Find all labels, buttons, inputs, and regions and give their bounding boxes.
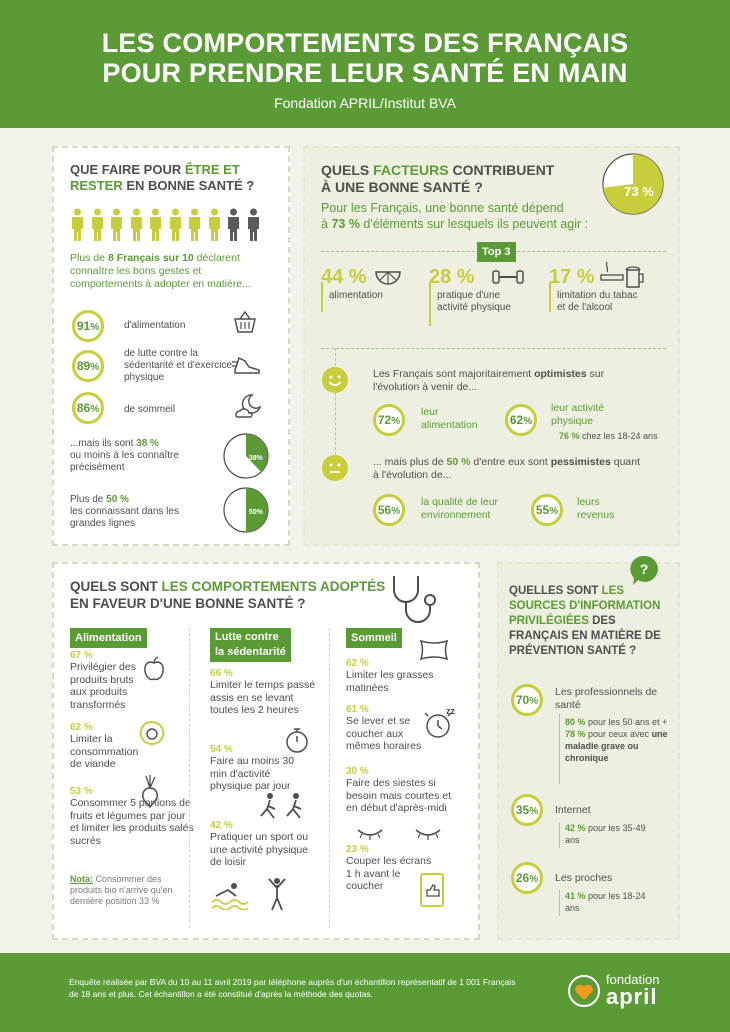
note-part: 80 % — [565, 717, 586, 727]
note-part: Nota: — [70, 874, 93, 884]
lead-part: d'éléments sur lesquels ils peuvent agir : — [359, 217, 589, 231]
note-part: 76 % — [559, 431, 580, 441]
panel-behaviours — [52, 562, 480, 940]
heading-part: QUELS SONT — [70, 579, 162, 594]
person-icon — [207, 208, 222, 242]
sedentary-items — [210, 668, 320, 717]
food-items — [70, 722, 190, 771]
caption-part: ...mais ils sont — [70, 438, 137, 449]
person-icon — [90, 208, 105, 242]
pct-circle-sleep: 86% — [72, 392, 104, 424]
note-part: pour les 35-49 ans — [565, 823, 646, 845]
smiley-happy-icon — [321, 366, 349, 394]
item-label: d'alimentation — [124, 320, 186, 331]
pes-part: d'entre eux sont — [470, 456, 551, 468]
behaviour-pct: 62 % — [70, 722, 93, 733]
note-part: pour ceux avec — [585, 729, 652, 739]
lead-text — [321, 200, 611, 232]
footer — [0, 953, 730, 1032]
intro-part: Plus de — [70, 252, 108, 264]
person-icon — [70, 208, 85, 242]
sedentary-items — [210, 744, 300, 793]
source-label: Les professionnels de santé — [555, 686, 658, 711]
pie-label: 50% — [248, 509, 263, 516]
note-part: 41 % — [565, 891, 586, 901]
pct-circle: 26% — [511, 862, 543, 894]
pct-value: 26 — [515, 871, 530, 885]
behaviour-pct: 61 % — [346, 704, 369, 715]
moon-cloud-icon — [232, 392, 262, 420]
note-part: 78 % — [565, 729, 586, 739]
panel-information-sources — [497, 562, 680, 940]
heading-part: FACTEURS — [373, 162, 449, 178]
panel-4-heading — [509, 584, 669, 659]
question-mark: ? — [639, 561, 649, 577]
caption-part: Plus de — [70, 494, 107, 505]
behaviour-text: Faire au moins 30 min d'activité physique par jour — [210, 755, 295, 792]
header — [0, 0, 730, 128]
egg-icon — [136, 718, 166, 748]
opt-part: sur l'évolution à venir de... — [373, 368, 605, 393]
caption-part: 38 % — [136, 438, 159, 449]
note-part: une maladie grave ou chronique — [565, 729, 668, 763]
pct-circle: 72% — [373, 404, 405, 436]
cigarette-beer-icon — [599, 260, 647, 290]
alarm-clock-icon — [420, 704, 460, 744]
person-icon — [168, 208, 183, 242]
pes-part: 50 % — [446, 456, 471, 468]
behaviour-text: Limiter la consommation de viande — [70, 733, 139, 770]
behaviour-pct: 62 % — [346, 658, 369, 669]
category-tag-food: Alimentation — [70, 628, 147, 648]
person-icon — [109, 208, 124, 242]
apple-icon — [142, 656, 166, 682]
closed-eyes-icon — [354, 826, 444, 842]
pie-2-caption — [70, 494, 210, 530]
pct-value: 91 — [76, 319, 91, 333]
swimmer-icon — [210, 880, 250, 910]
item-label: de lutte contre la sédentarité et d'exercice physique — [124, 348, 233, 383]
behaviour-text: Se lever et se coucher aux mêmes horaires — [346, 715, 422, 752]
intro-part: déclarent connaître les bons gestes et comportements à adopter en matière... — [70, 252, 251, 290]
behaviour-text: Limiter les grasses matinées — [346, 669, 434, 694]
note-part: 42 % — [565, 823, 586, 833]
category-tag-sedentary — [210, 628, 291, 662]
intro-part: 8 Français sur 10 — [107, 252, 194, 264]
heading-part: EN BONNE SANTÉ ? — [122, 178, 255, 193]
opt-note — [559, 430, 669, 442]
lead-part: à — [321, 217, 332, 231]
panel-2-heading — [321, 162, 581, 196]
heading-part: LES COMPORTEMENTS ADOPTÉS — [161, 579, 386, 594]
behaviour-pct: 54 % — [210, 744, 233, 755]
people-pictogram — [70, 208, 270, 244]
opt-part: optimistes — [534, 368, 587, 380]
accent-bar — [321, 282, 323, 312]
fact-label: alimentation — [329, 290, 383, 301]
item-label: de sommeil — [124, 404, 176, 415]
sedentary-items — [210, 820, 320, 869]
pct-value: 35 — [515, 803, 530, 817]
heading-part: À UNE BONNE SANTÉ ? — [321, 179, 483, 195]
pct-circle: 35% — [511, 794, 543, 826]
accent-bar — [559, 822, 560, 848]
svg-text:zz: zz — [446, 706, 455, 716]
accent-bar — [429, 282, 431, 326]
pct-circle: 70% — [511, 684, 543, 716]
behaviour-text: Limiter le temps passé assis en se levant toutes les 2 heures — [210, 679, 316, 716]
subtitle: Fondation APRIL/Institut BVA — [274, 95, 456, 111]
question-bubble-icon — [629, 554, 659, 588]
gymnast-icon — [262, 876, 292, 912]
april-heart-logo-icon — [566, 973, 602, 1009]
stethoscope-icon — [386, 572, 446, 628]
source-note — [565, 822, 655, 846]
item-label: leurs revenus — [577, 496, 615, 521]
pct-value: 89 — [76, 359, 91, 373]
panel-1-heading — [70, 162, 280, 194]
survey-note: Enquête réalisée par BVA du 10 au 11 avril 2019 par téléphone auprès d'un échantillon représentatif de 1 001 Français de 18 ans et plus. Cet échantillon a été constitué d'après la méthode des quotas. — [69, 977, 516, 999]
heading-part: CONTRIBUENT — [448, 162, 555, 178]
pes-part: pessimistes — [550, 456, 611, 468]
behaviour-pct: 30 % — [346, 766, 369, 777]
pes-part: quant à l'évolution de... — [373, 456, 641, 481]
behaviour-pct: 67 % — [70, 650, 93, 661]
pessimist-text — [373, 456, 643, 482]
pct-circle: 56% — [373, 494, 405, 526]
pct-value: 70 — [515, 693, 530, 707]
heading-part: RESTER — [70, 178, 123, 193]
heading-part: QUE FAIRE POUR — [70, 162, 185, 177]
tablet-like-icon — [418, 872, 446, 910]
citrus-icon — [373, 262, 403, 288]
pct-circle: 62% — [505, 404, 537, 436]
item-label: leur alimentation — [421, 406, 478, 431]
heading-part: ÊTRE ET — [184, 162, 240, 177]
heading-part: EN FAVEUR D'UNE BONNE SANTÉ ? — [70, 596, 306, 611]
pct-circle: 55% — [531, 494, 563, 526]
sneaker-icon — [232, 352, 262, 376]
lead-part: Pour les Français, une bonne santé dépend — [321, 201, 564, 215]
source-note — [565, 890, 655, 914]
behaviour-pct: 53 % — [70, 786, 93, 797]
logo-word-april: april — [606, 984, 658, 1009]
pie-label: 73 % — [624, 184, 654, 199]
accent-bar — [549, 282, 551, 312]
category-tag-sleep: Sommeil — [346, 628, 402, 648]
title-line-2: POUR PRENDRE LEUR SANTÉ EN MAIN — [102, 58, 628, 88]
note-part: pour les 18-24 ans — [565, 891, 646, 913]
accent-bar — [559, 714, 560, 784]
panel-3-heading — [70, 578, 390, 612]
sleep-items — [346, 766, 456, 815]
note-part: chez les 18-24 ans — [579, 431, 658, 441]
behaviour-text: Privilégier des produits bruts aux produits transformés — [70, 661, 136, 711]
item-label: la qualité de leur environnement — [421, 496, 499, 521]
sleep-items — [346, 658, 456, 694]
fact-pct: 44 % — [321, 266, 367, 288]
item-label: leur activité physique — [551, 402, 605, 427]
smiley-neutral-icon — [321, 454, 349, 482]
food-items — [70, 786, 194, 847]
person-icon — [129, 208, 144, 242]
pie-1-caption — [70, 438, 210, 474]
dumbbell-icon — [491, 266, 525, 288]
pie-38 — [222, 432, 270, 480]
source-label: Les proches — [555, 872, 613, 884]
fact-label: limitation du tabac et de l'alcool — [557, 290, 638, 313]
person-icon — [226, 208, 241, 242]
food-items — [70, 650, 190, 711]
caption-part: 50 % — [106, 494, 129, 505]
panel-factors — [303, 146, 680, 546]
pes-part: ... mais plus de — [373, 456, 447, 468]
heading-part: DES FRANÇAIS EN MATIÈRE DE PRÉVENTION SANTÉ ? — [509, 615, 661, 657]
caption-part: les connaissant dans les grandes lignes — [70, 506, 179, 529]
pct-value: 55 — [535, 503, 550, 517]
tag-line: Lutte contre — [215, 631, 279, 643]
heading-part: QUELS — [321, 162, 374, 178]
pct-value: 86 — [76, 401, 91, 415]
behaviour-pct: 66 % — [210, 668, 233, 679]
title-line-1: LES COMPORTEMENTS DES FRANÇAIS — [101, 28, 629, 58]
logo-word-fondation: fondation — [606, 972, 660, 987]
fact-label: pratique d'une activité physique — [437, 290, 511, 313]
divider — [321, 348, 666, 349]
opt-part: Les Français sont majoritairement — [373, 368, 535, 380]
source-note — [565, 716, 675, 764]
fact-pct: 28 % — [429, 266, 475, 288]
accent-bar — [559, 890, 560, 916]
pct-circle-food: 91% — [72, 310, 104, 342]
behaviour-pct: 42 % — [210, 820, 233, 831]
runners-icon — [258, 792, 312, 822]
pct-value: 56 — [377, 503, 392, 517]
pct-value: 62 — [509, 413, 524, 427]
heading-part: QUELLES SONT — [509, 585, 602, 597]
behaviour-pct: 23 % — [346, 844, 369, 855]
top3-badge: Top 3 — [477, 242, 516, 262]
note-part: pour les 50 ans et + — [585, 717, 668, 727]
heading-part: LES SOURCES D'INFORMATION PRIVILÉGIÉES — [509, 585, 661, 627]
behaviour-text: Faire des siestes si besoin mais courtes et en début d'après-midi — [346, 777, 452, 814]
sleep-items — [346, 704, 426, 753]
pct-circle-activity: 89% — [72, 350, 104, 382]
fact-pct: 17 % — [549, 266, 595, 288]
behaviour-text: Couper les écrans 1 h avant le coucher — [346, 855, 432, 892]
intro-text — [70, 252, 270, 291]
pie-50 — [222, 486, 270, 534]
pie-label: 38% — [248, 455, 263, 462]
behaviour-text: Pratiquer un sport ou une activité physique de loisir — [210, 831, 309, 868]
panel-good-health — [52, 146, 290, 546]
optimist-text — [373, 368, 643, 394]
note-part: Consommer des produits bio n'arrive qu'en dernière position 33 % — [70, 874, 173, 906]
column-divider — [329, 628, 330, 928]
person-icon — [148, 208, 163, 242]
tag-line: la sédentarité — [215, 646, 286, 658]
column-divider — [189, 628, 190, 928]
caption-part: ou moins à les connaître précisément — [70, 450, 179, 473]
behaviour-text: Consommer 5 portions de fruits et légumes par jour et limiter les produits salés sucrés — [70, 797, 194, 847]
lead-part: 73 % — [331, 217, 360, 231]
person-icon — [246, 208, 261, 242]
source-label: Internet — [555, 804, 591, 816]
person-icon — [187, 208, 202, 242]
food-note — [70, 874, 194, 907]
radish-icon — [136, 774, 164, 808]
basket-icon — [232, 310, 258, 334]
pct-value: 72 — [377, 413, 392, 427]
